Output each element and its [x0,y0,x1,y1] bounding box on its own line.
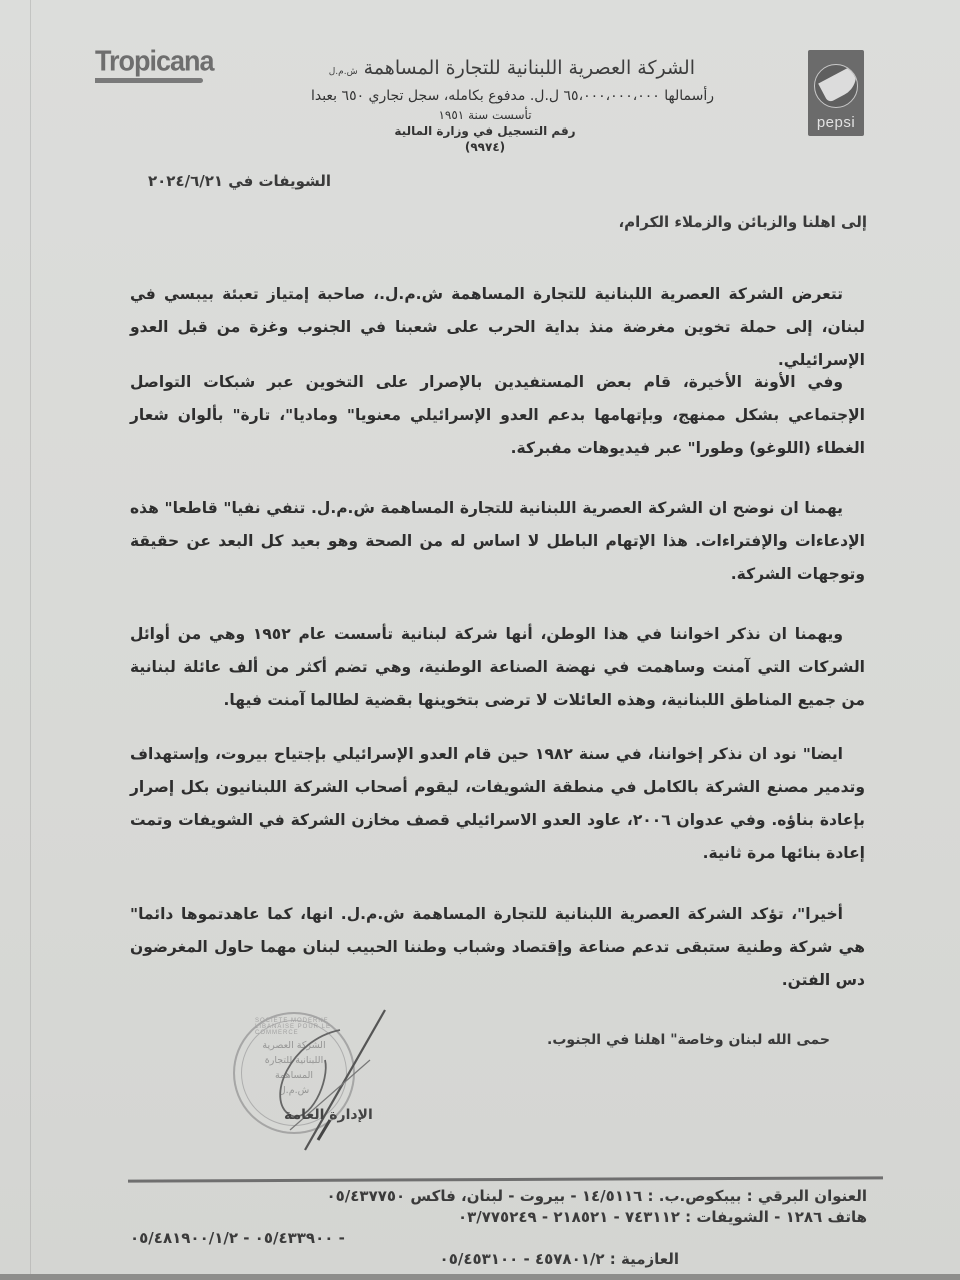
tropicana-wordmark: Tropicana [95,45,214,77]
paragraph-1-text: تتعرض الشركة العصرية اللبنانية للتجارة المساهمة ش.م.ل.، صاحبة إمتياز تعبئة بيبسي في لبنان، إلى حملة تخوين مغرضة منذ بداية الحرب على شعبنا في الجنوب وغزة من قبل العدو الإسرائيلي. [130,285,865,369]
company-suffix: ش.م.ل [328,67,358,77]
paragraph-3-text: يهمنا ان نوضح ان الشركة العصرية اللبنانية للتجارة المساهمة ش.م.ل. تنفي نفيا" قاطعا" هذه الإدعاءات والإفتراءات. هذا الإتهام الباطل لا اساس له من الصحة وهو بعيد كل البعد عن حقيقة وتوجهات الشركة. [130,499,865,583]
finance-registration-number: (٩٩٧٤) [464,140,506,154]
footer-phones-choueifat: هاتف ١٢٨٦ - الشويفات : ٧٤٣١١٢ - ٢١٨٥٢١ - ٠٣/٧٧٥٢٤٩ [457,1208,867,1226]
salutation: إلى اهلنا والزبائن والزملاء الكرام، [618,213,867,231]
letter-date: الشويفات في ٢٠٢٤/٦/٢١ [148,172,332,190]
pepsi-wordmark: pepsi [816,114,856,131]
company-name [270,55,700,85]
paragraph-4-text: ويهمنا ان نذكر اخواننا في هذا الوطن، أنها شركة لبنانية تأسست عام ١٩٥٢ وهي من أوائل الشركات التي آمنت وساهمت في نهضة الصناعة الوطنية، وهي تضم أكثر من ألف عائلة لبنانية من جميع المناطق اللبنانية، وهذه العائلات لا ترضى بتخوينها بقضية لطالما آمنت فيها. [130,625,865,709]
capital-registration-line: رأسمالها ٦٥،٠٠٠،٠٠٠،٠٠٠ ل.ل. مدفوع بكامله، سجل تجاري ٦٥٠ بعبدا [310,88,714,104]
pepsi-globe-icon [814,64,858,108]
footer-phones-continued: - ٠٥/٤٣٣٩٠٠ - ٠٥/٤٨١٩٠٠/١/٢ [130,1229,345,1247]
established-year: تأسست سنة ١٩٥١ [438,108,532,122]
tropicana-swoosh-icon [95,78,203,83]
paper-fold-line [30,0,31,1280]
signature-icon [230,1000,430,1160]
paragraph-4 [130,618,865,717]
paragraph-5-text: ايضا" نود ان نذكر إخواننا، في سنة ١٩٨٢ حين قام العدو الإسرائيلي بإجتياح بيروت، وإستهداف وتدمير مصنع الشركة بالكامل في منطقة الشويفات، ليقوم أصحاب الشركة اللبنانيون بكل إصرار بإعادة بناؤه. وفي عدوان ٢٠٠٦، عاود العدو الاسرائيلي قصف مخازن الشركة في الشويفات وتمت إعادة بنائها مرة ثانية. [130,745,866,862]
paragraph-2-text: وفي الأونة الأخيرة، قام بعض المستفيدين بالإصرار على التخوين عبر شبكات التواصل الإجتماعي بشكل ممنهج، وبإتهامها بدعم العدو الإسرائيلي معنويا" وماديا"، تارة" بألوان شعار الغطاء (اللوغو) وطورا" عبر فيديوهات مفبركة. [130,373,865,457]
footer-phones-hazmieh: العازمية : ٤٥٧٨٠١/٢ - ٠٥/٤٥٣١٠٠ [439,1250,679,1268]
stamp-line: اللبنانية للتجارة [264,1055,324,1066]
closing-line: حمى الله لبنان وخاصة" اهلنا في الجنوب. [547,1032,830,1048]
finance-registration-label: رقم التسجيل في وزارة المالية [394,124,576,138]
signatory-label: الإدارة العامة [284,1107,373,1123]
paragraph-1 [130,278,865,377]
paragraph-5 [130,738,865,870]
stamp-line: الشركة العصرية [262,1040,326,1051]
footer-contact-info [130,1186,875,1270]
footer-divider [128,1176,883,1182]
stamp-ring-text: SOCIETE MODERNE LIBANAISE POUR LE COMMERCE [255,1018,332,1036]
tropicana-logo [95,45,214,83]
pepsi-logo [808,50,864,136]
paragraph-3 [130,492,865,591]
footer-address-fax: العنوان البرقي : بيبكوص.ب. : ١٤/٥١١٦ - بيروت - لبنان، فاكس ٠٥/٤٣٧٧٥٠ [326,1187,867,1205]
paragraph-6-text: أخيرا"، تؤكد الشركة العصرية اللبنانية للتجارة المساهمة ش.م.ل. انها، كما عاهدتموها دائما" هي شركة وطنية ستبقى تدعم صناعة وإقتصاد وشباب وطننا الحبيب لبنان مهما حاول المغرضون دس الفتن. [130,905,865,989]
company-name-text: الشركة العصرية اللبنانية للتجارة المساهمة [363,57,695,79]
scan-bottom-edge [0,1274,960,1280]
stamp-line: ش.م.ل [278,1085,310,1096]
stamp-line: المساهمة [275,1070,313,1081]
paragraph-2 [130,366,865,465]
paragraph-6 [130,898,865,997]
letterhead [270,55,714,155]
